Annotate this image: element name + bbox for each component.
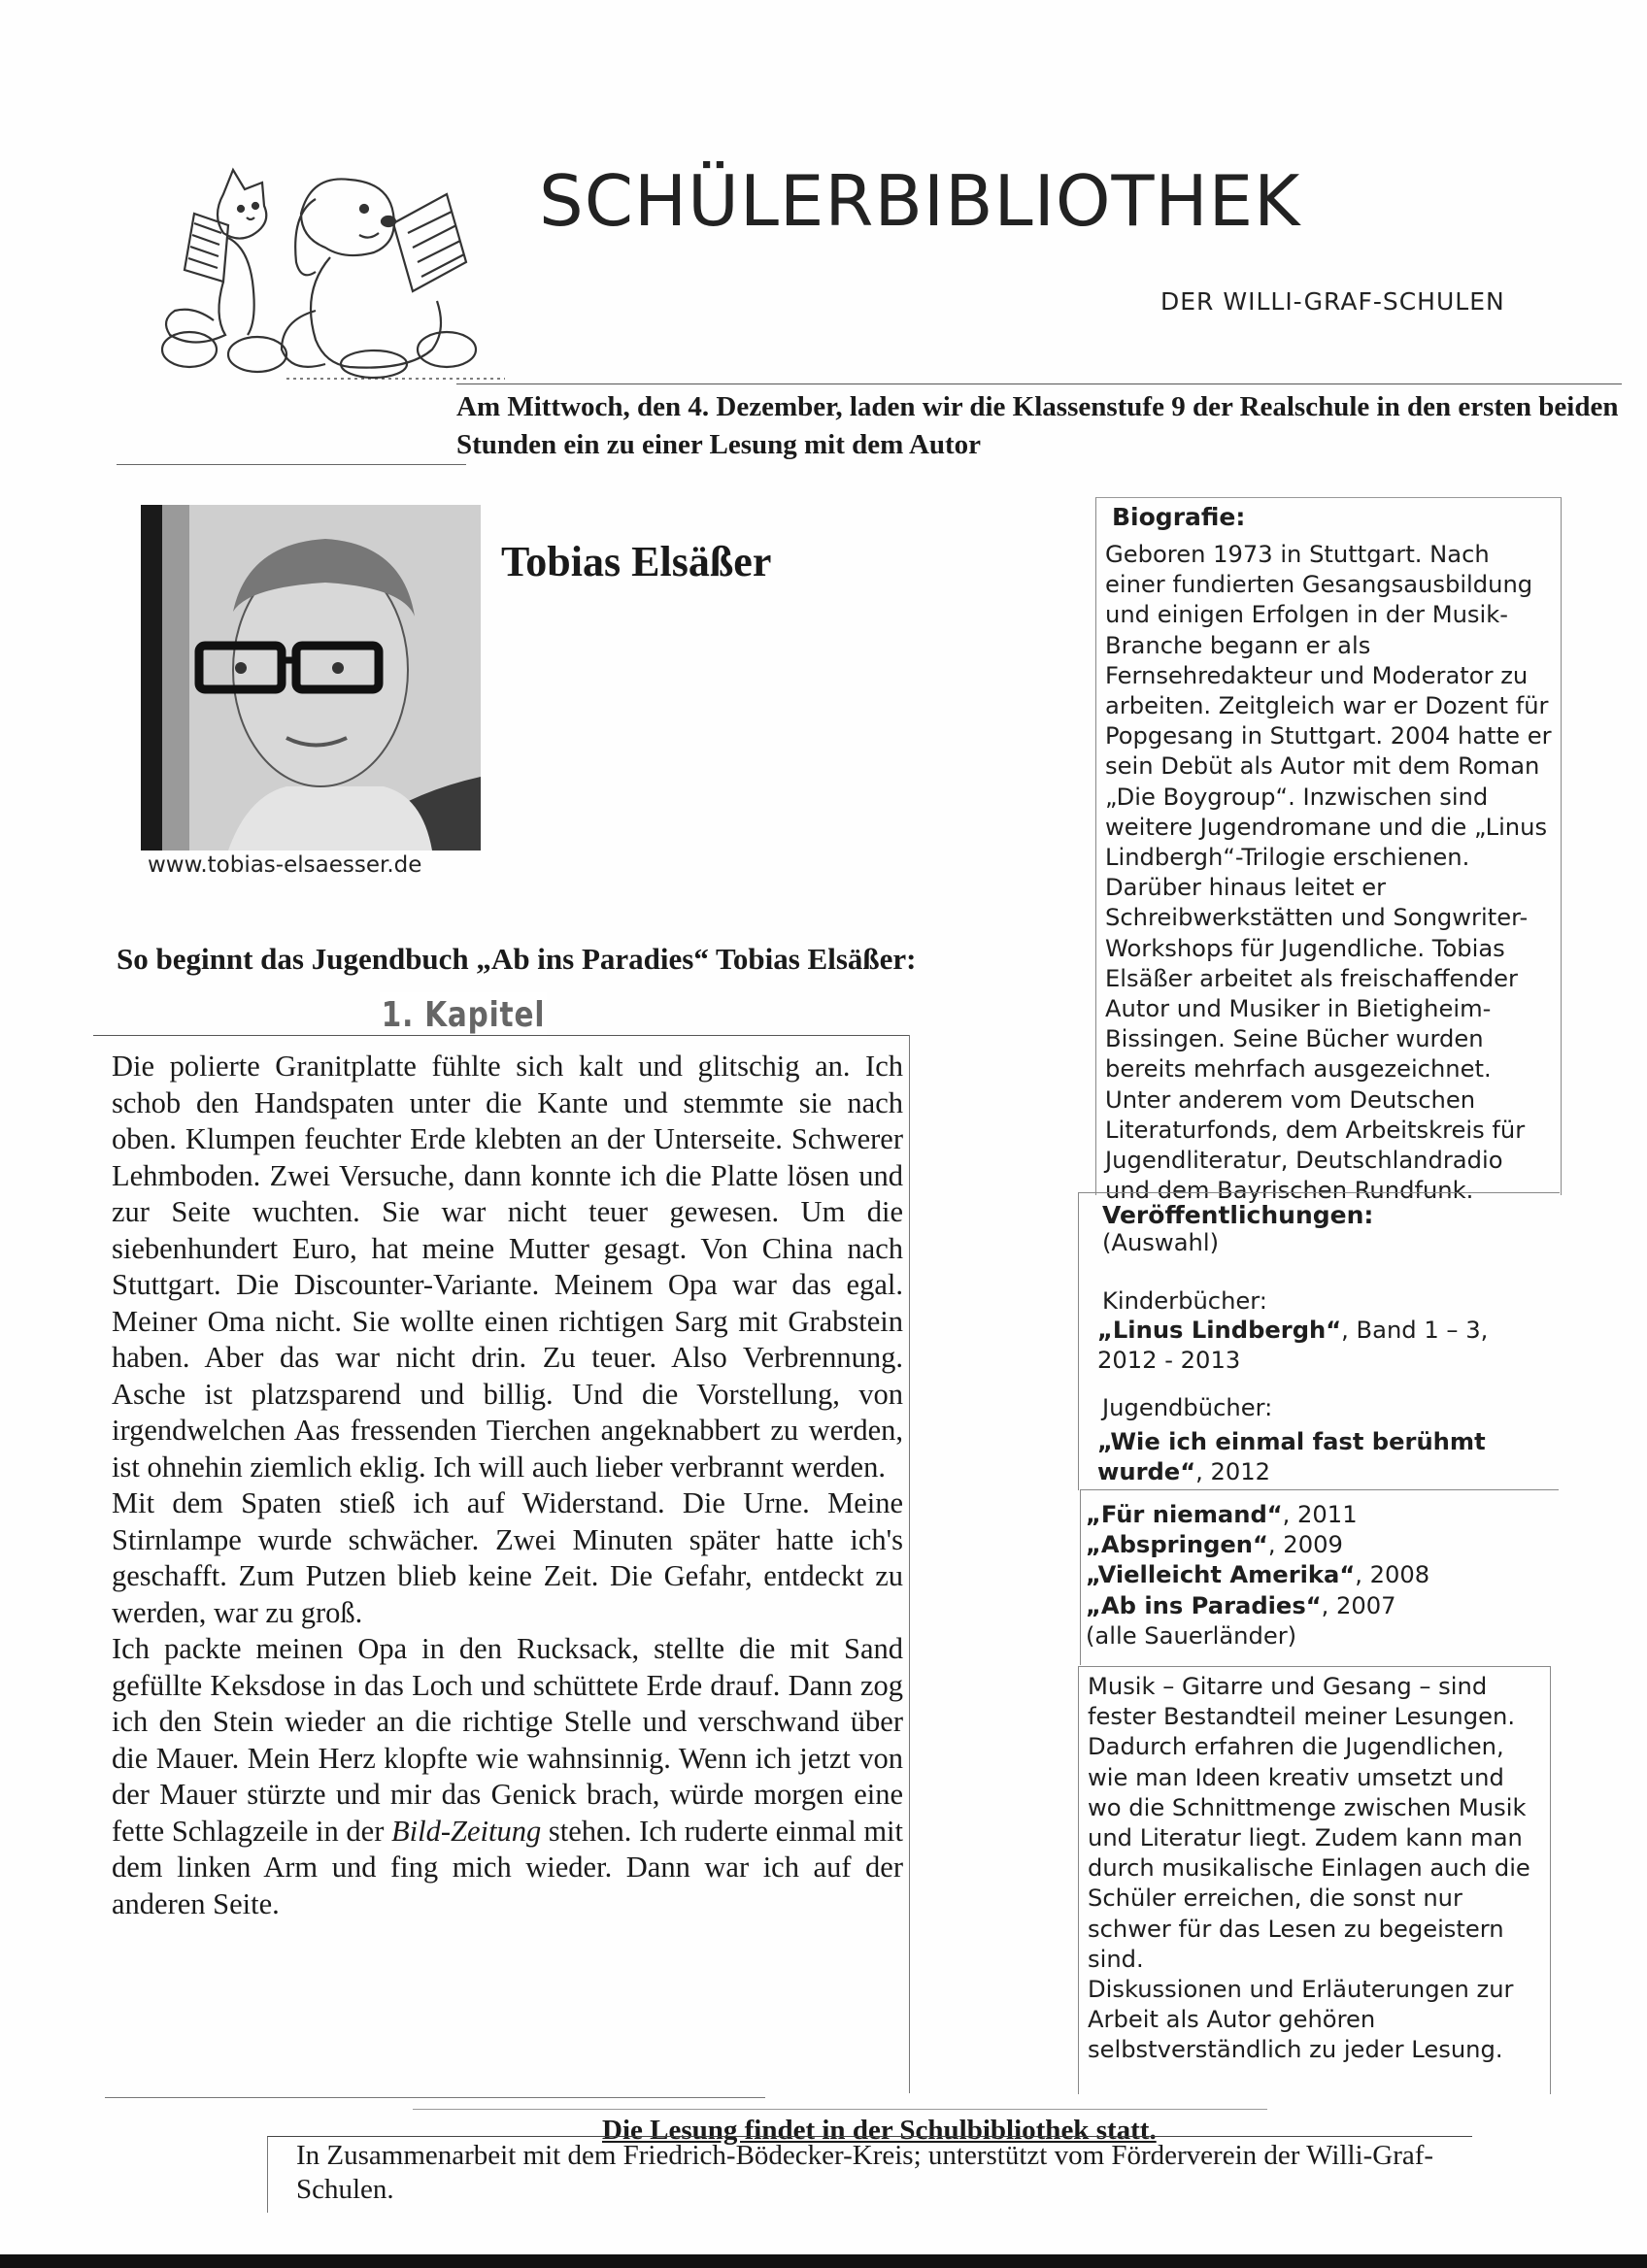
excerpt-paragraph: Die polierte Granitplatte fühlte sich kalt und glitschig an. Ich schob den Handspaten unter die Kante und stemmte sie nach oben. Klumpen feuchter Erde klebten an der Unterseite. Schwerer Lehmboden. Zwei Versuche, dann konnte ich die Platte lösen und zur Seite wuchten. Sie war nicht teuer gewesen. Um die siebenhundert Euro, hat meine Mutter gesagt. Von China nach Stuttgart. Die Discounter-Variante. Meinem Opa war das egal. Meiner Oma nicht. Sie wollte einen richtigen Sarg mit Grabstein haben. Aber das war nicht drin. Zu teuer. Also Verbrennung. Asche ist platzsparend und billig. Und die Vorstellung, von irgendwelchen Aas fressenden Tierchen angeknabbert zu werden, ist ohnehin ziemlich eklig. Ich will auch lieber verbrannt werden. bbox=[112, 1050, 903, 1484]
publication-item: „Vielleicht Amerika“, 2008 bbox=[1086, 1561, 1430, 1589]
author-photo bbox=[141, 505, 481, 850]
excerpt-paragraph: Mit dem Spaten stieß ich auf Widerstand. Die Urne. Meine Stirnlampe wurde schwächer. Zwei Minuten später hatte ich's geschafft. Zum Putzen blieb keine Zeit. Die Gefahr, entdeckt zu werden, war zu groß. bbox=[112, 1486, 903, 1629]
book-excerpt bbox=[112, 1049, 903, 1922]
publications-subheading: (Auswahl) bbox=[1102, 1229, 1220, 1256]
publisher-note: (alle Sauerländer) bbox=[1086, 1621, 1297, 1650]
publication-item: „Ab ins Paradies“, 2007 bbox=[1086, 1591, 1396, 1619]
jugendbuecher-heading: Jugendbücher: bbox=[1102, 1394, 1273, 1421]
cooperation-note: In Zusammenarbeit mit dem Friedrich-Bödecker-Kreis; unterstützt vom Förderverein der Willi-Graf-Schulen. bbox=[296, 2140, 1434, 2205]
publication-item: „Wie ich einmal fast berühmt wurde“, 2012 bbox=[1097, 1428, 1486, 1486]
newspaper-title: Bild-Zeitung bbox=[391, 1814, 542, 1848]
bio-heading: Biografie: bbox=[1112, 503, 1246, 531]
masthead-title: SCHÜLERBIBLIOTHEK bbox=[539, 160, 1301, 242]
masthead-subtitle: DER WILLI-GRAF-SCHULEN bbox=[1160, 287, 1505, 316]
photo-caption: www.tobias-elsaesser.de bbox=[148, 852, 422, 878]
event-announcement: Am Mittwoch, den 4. Dezember, laden wir die Klassenstufe 9 der Realschule in den ersten beiden Stunden ein zu einer Lesung mit dem Autor bbox=[456, 384, 1622, 464]
publication-item: „Für niemand“, 2011 bbox=[1086, 1501, 1358, 1528]
kinderbuecher-heading: Kinderbücher: bbox=[1102, 1287, 1267, 1315]
scan-edge bbox=[0, 2254, 1647, 2268]
publications-heading: Veröffentlichungen: bbox=[1102, 1201, 1374, 1229]
book-intro-heading: So beginnt das Jugendbuch „Ab ins Paradies“ Tobias Elsäßer: bbox=[117, 942, 917, 976]
publication-item: „Linus Lindbergh“, Band 1 – 3, 2012 - 2013 bbox=[1097, 1317, 1489, 1375]
venue-note: Die Lesung findet in der Schulbibliothek statt. bbox=[602, 2115, 1157, 2146]
chapter-label: 1. Kapitel bbox=[380, 992, 547, 1039]
publication-item: „Abspringen“, 2009 bbox=[1086, 1531, 1343, 1559]
reading-cat-and-dog-logo-icon bbox=[155, 155, 524, 384]
publications-list bbox=[1086, 1500, 1552, 1651]
bio-text: Geboren 1973 in Stuttgart. Nach einer fundierten Gesangsausbildung und einigen Erfolgen in der Musik-Branche begann er als Fernsehredakteur und Moderator zu arbeiten. Zeitgleich war er Dozent für Popgesang in Stuttgart. 2004 hatte er sein Debüt als Autor mit dem Roman „Die Boygroup“. Inzwischen sind weitere Jugendromane und die „Linus Lindbergh“-Trilogie erschienen. Darüber hinaus leitet er Schreibwerkstätten und Songwriter-Workshops für Jugendliche. Tobias Elsäßer arbeitet als freischaffender Autor und Musiker in Bietigheim-Bissingen. Seine Bücher wurden bereits mehrfach ausgezeichnet. Unter anderem vom Deutschen Literaturfonds, dem Arbeitskreis für Jugendliteratur, Deutschlandradio und dem Bayrischen Rundfunk. bbox=[1105, 541, 1552, 1205]
divider bbox=[93, 1035, 909, 1036]
divider bbox=[105, 2097, 765, 2098]
excerpt-paragraph: Ich packte meinen Opa in den Rucksack, stellte die mit Sand gefüllte Keksdose in das Loch und schüttete Erde drauf. Dann zog ich den Stein wieder an die richtige Stelle und verschwand über die Mauer. Mein Herz klopfte wie wahnsinnig. Wenn ich jetzt von der Mauer stürzte und mir das Genick brach, würde morgen eine fette Schlagzeile in der Bild-Zeitung stehen. Ich ruderte einmal mit dem linken Arm und fing mich wieder. Dann war ich auf der anderen Seite. bbox=[112, 1632, 903, 1920]
divider bbox=[117, 464, 466, 465]
divider bbox=[909, 1035, 910, 2093]
author-name: Tobias Elsäßer bbox=[501, 538, 772, 585]
divider bbox=[413, 2109, 1267, 2110]
music-text: Musik – Gitarre und Gesang – sind fester Bestandteil meiner Lesungen. Dadurch erfahren die Jugendlichen, wie man Ideen kreativ umsetzt und wo die Schnittmenge zwischen Musik und Literatur liegt. Zudem kann man durch musikalische Einlagen auch die Schüler erreichen, die sonst nur schwer für das Lesen zu begeistern sind. Diskussionen und Erläuterungen zur Arbeit als Autor gehören selbstverständlich zu jeder Lesung. bbox=[1088, 1673, 1530, 2064]
